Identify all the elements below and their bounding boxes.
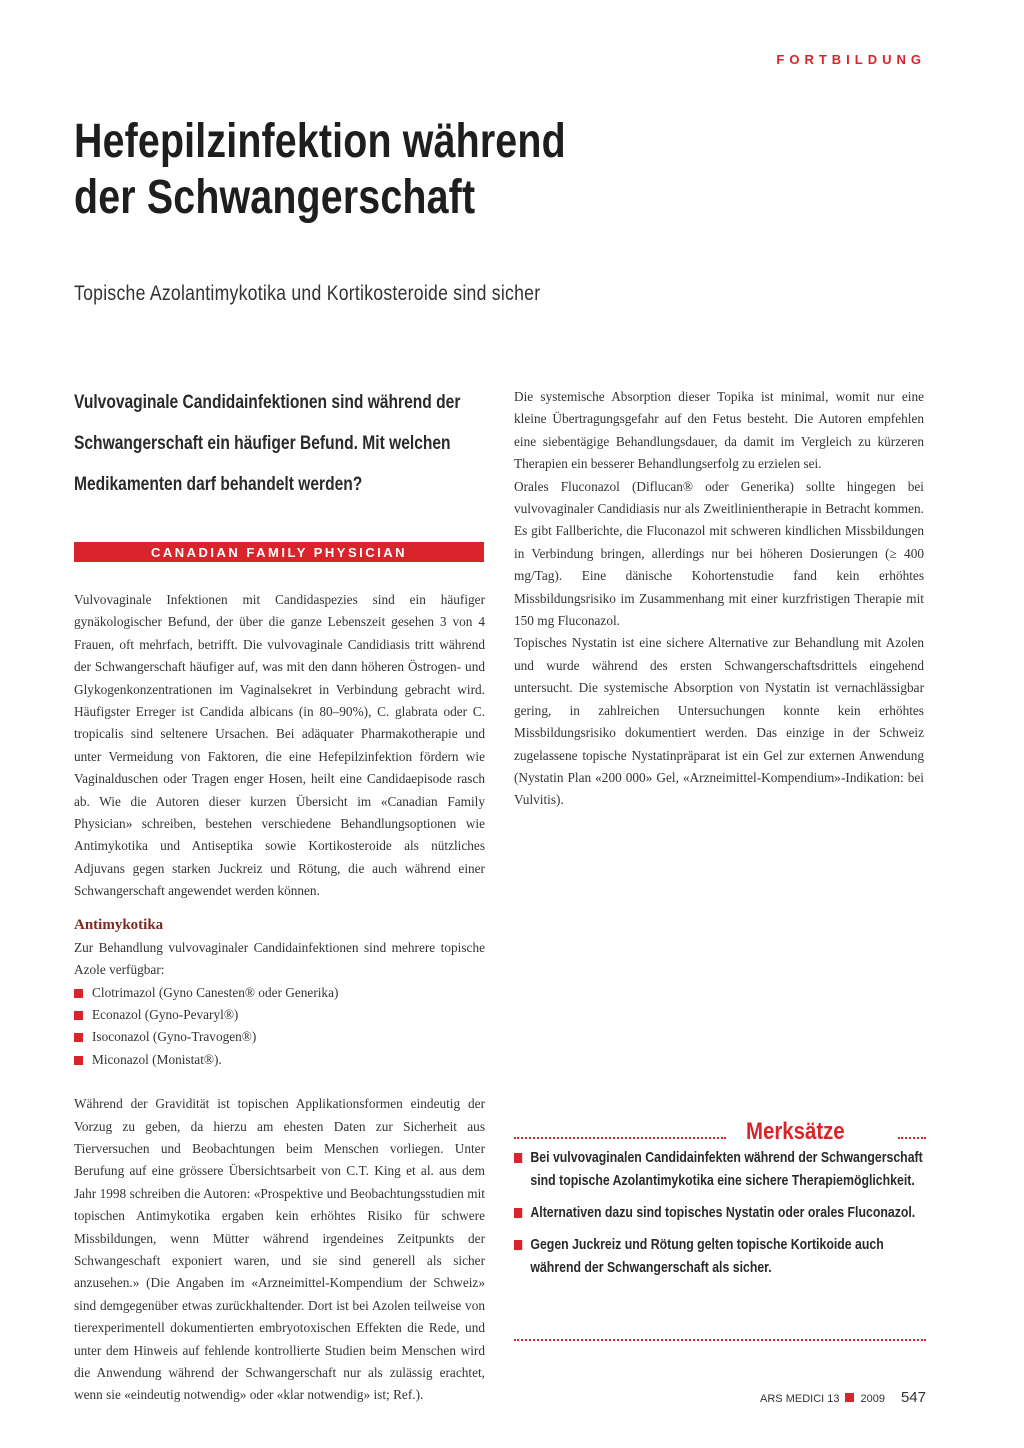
- merksaetze-list: [514, 1146, 924, 1288]
- azole-text: Miconazol (Monistat®).: [92, 1051, 222, 1067]
- absorption-paragraph: Die systemische Absorption dieser Topika ist minimal, womit nur eine kleine Übertragungsgefahr auf den Fetus besteht. Die Autoren empfehlen eine siebentägige Behandlungsdauer, da damit im Vergleich zu kürzeren Therapien ein besserer Behandlungserfolg zu erzielen sei.: [514, 389, 924, 472]
- intro-paragraph: Vulvovaginale Infektionen mit Candidaspezies sind ein häufiger gynäkologischer Befund, der über die ganze Lebenszeit gesehen 3 von 4 Frauen, oft mehrfach, betrifft. Die vulvovaginale Candidiasis tritt während der Schwangerschaft häufiger auf, was mit den dann höheren Östrogen- und Glykogenkonzentrationen im Vaginalsekret in Verbindung gebracht wird. Häufigster Erreger ist Candida albicans (in 80–90%), C. glabrata oder C. tropicalis sind seltenere Ursachen. Bei adäquater Pharmakotherapie und unter Vermeidung von Faktoren, die eine Hefepilzinfektion fördern wie Vaginalduschen oder Tragen enger Hosen, heilt eine Candidaepisode rasch ab. Wie die Autoren dieser kurzen Übersicht im «Canadian Family Physician» schreiben, bestehen verschiedene Behandlungsoptionen wie Antimykotika und Antiseptika sowie Kortikosteroide als nützliches Adjuvans gegen starken Juckreiz und Rötung, die auch während einer Schwangerschaft angewendet werden können.: [74, 592, 485, 899]
- journal-year: 2009: [860, 1393, 885, 1405]
- red-square-bullet-icon: [514, 1153, 522, 1163]
- red-square-bullet-icon: [74, 1011, 83, 1020]
- red-square-bullet-icon: [514, 1240, 522, 1250]
- source-bar: [74, 542, 484, 562]
- azole-intro-paragraph: Zur Behandlung vulvovaginaler Candidainfektionen sind mehrere topische Azole verfügbar:: [74, 939, 485, 978]
- merksatz-text: Alternativen dazu sind topisches Nystatin oder orales Fluconazol.: [530, 1204, 916, 1221]
- red-square-bullet-icon: [514, 1208, 522, 1218]
- page-number: 547: [900, 1389, 926, 1406]
- article-lead: Vulvovaginale Candidainfektionen sind während der Schwangerschaft ein häufiger Befund. Mit welchen Medikamenten darf behandelt werden?: [74, 392, 461, 495]
- column-left: [74, 589, 485, 1407]
- page-footer: [760, 1389, 926, 1406]
- article-title: [74, 114, 615, 226]
- azole-list-item: [74, 982, 485, 1004]
- red-square-bullet-icon: [74, 989, 83, 998]
- merksaetze-divider-right: [898, 1137, 926, 1139]
- topical-paragraph-text: Während der Gravidität ist topischen Applikationsformen eindeutig der Vorzug zu geben, da hierzu am ehesten Daten zur Sicherheit aus Tierversuchen und Beobachtungen beim Menschen vorliegen. Unter Berufung auf eine grössere Übersichtsarbeit von C.T. King et al. aus dem Jahr 1998 schreiben die Autoren: «Prospektive und Beobachtungsstudien mit topischen Antimykotika ergaben kein erhöhtes Risiko für schwere Missbildungen, wenn Mütter während irgendeines Zeitpunkts der Schwangeschaft exponiert waren, und sie sind generell als sicher anzusehen.» (Die Angaben im «Arzneimittel-Kompendium der Schweiz» sind demgegenüber etwas zurückhaltender. Dort ist bei Azolen teilweise von tierexperimentell dokumentierten embryotoxischen Effekten die Rede, und unter dem Hinweis auf fehlende kontrollierte Studien beim Menschen wird die Anwendung während der Schwangerschaft nur als zulässig erachtet, wenn sie «eindeutig notwendig» oder «klar notwendig» ist; Ref.).: [74, 1096, 485, 1403]
- topical-paragraph: [74, 1093, 485, 1407]
- azole-text: Clotrimazol (Gyno Canesten® oder Generika): [92, 984, 339, 1000]
- merksatz-text: Gegen Juckreiz und Rötung gelten topische Kortikoide auch während der Schwangerschaft als sicher.: [530, 1236, 884, 1276]
- article-subtitle: Topische Azolantimykotika und Kortikosteroide sind sicher: [74, 282, 541, 305]
- azole-text: Isoconazol (Gyno-Travogen®): [92, 1029, 257, 1045]
- merksatz-item: [514, 1146, 924, 1192]
- azole-list: [74, 982, 485, 1072]
- merksaetze-title: Merksätze: [746, 1118, 845, 1145]
- merksaetze-divider-bottom: [514, 1339, 926, 1341]
- journal-name: ARS MEDICI 13: [760, 1393, 840, 1405]
- section-label: FORTBILDUNG: [776, 52, 926, 67]
- azole-list-item: [74, 1026, 485, 1048]
- merksaetze-divider-left: [514, 1137, 726, 1139]
- nystatin-paragraph: Topisches Nystatin ist eine sichere Alternative zur Behandlung mit Azolen und wurde während des ersten Schwangerschaftsdrittels eingehend untersucht. Die systemische Absorption von Nystatin ist vernachlässigbar gering, in zahlreichen Untersuchungen konnte kein erhöhtes Missbildungsrisiko dokumentiert werden. Das einzige in der Schweiz zugelassene topische Nystatinpräparat ist ein Gel zur externen Anwendung (Nystatin Plan «200 000» Gel, «Arzneimittel-Kompendium»-Indikation: bei Vulvitis).: [514, 635, 924, 808]
- subheading-antimykotika: Antimykotika: [74, 916, 164, 933]
- merksatz-text: Bei vulvovaginalen Candidainfekten während der Schwangerschaft sind topische Azolantimykotika eine sichere Therapiemöglichkeit.: [530, 1149, 923, 1189]
- column-right: [514, 386, 924, 812]
- red-square-separator-icon: [845, 1393, 854, 1402]
- azole-text: Econazol (Gyno-Pevaryl®): [92, 1006, 239, 1022]
- source-label: CANADIAN FAMILY PHYSICIAN: [150, 544, 408, 560]
- title-line-1: Hefepilzinfektion während: [74, 115, 566, 168]
- fluconazol-paragraph: Orales Fluconazol (Diflucan® oder Generika) sollte hingegen bei vulvovaginaler Candidiasis nur als Zweitlinientherapie in Betracht kommen. Es gibt Fallberichte, die Fluconazol mit schweren kindlichen Missbildungen in Verbindung bringen, allerdings nur bei höheren Dosierungen (≥ 400 mg/Tag). Eine dänische Kohortenstudie fand kein erhöhtes Missbildungsrisiko im Zusammenhang mit einer kurzfristigen Therapie mit 150 mg Fluconazol.: [514, 478, 924, 629]
- title-line-2: der Schwangerschaft: [74, 171, 476, 224]
- azole-list-item: [74, 1049, 485, 1071]
- azole-list-item: [74, 1004, 485, 1026]
- merksatz-item: [514, 1201, 924, 1224]
- merksatz-item: [514, 1233, 924, 1279]
- red-square-bullet-icon: [74, 1033, 83, 1042]
- red-square-bullet-icon: [74, 1056, 83, 1065]
